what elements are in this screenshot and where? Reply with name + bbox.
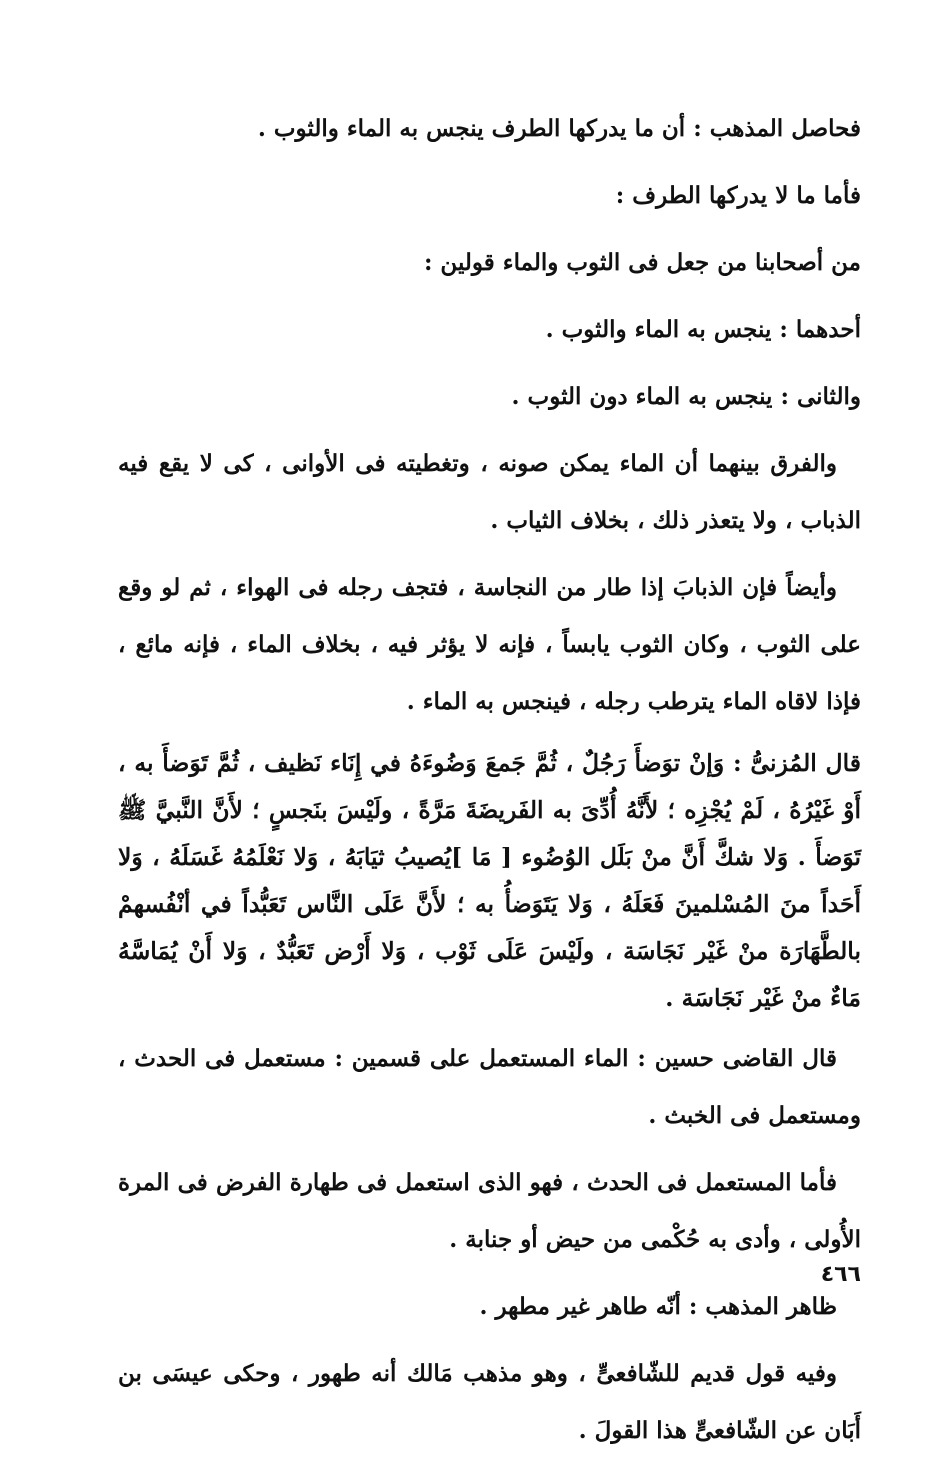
paragraph-text: فأما المستعمل فى الحدث ، فهو الذى استعمل فى طهارة الفرض فى المرة الأُولى ، وأدى به حُكْمى من حيض أو جنابة .: [118, 1169, 861, 1253]
paragraph-text: ينجس به الماء دون الثوب .: [511, 383, 773, 410]
paragraph-muzani-quote: [118, 740, 861, 1022]
paragraph-lead: قال المُزنىُّ :: [732, 749, 862, 777]
paragraph-text: فحاصل المذهب : أن ما يدركها الطرف ينجس به الماء والثوب .: [257, 115, 861, 142]
paragraph-second-opinion: [118, 368, 861, 425]
paragraph-used-water-hadath: [118, 1154, 861, 1268]
paragraph-difference: [118, 435, 861, 549]
paragraph-lead: والثانى :: [780, 383, 861, 410]
paragraph-apparent-madhhab: [118, 1278, 861, 1335]
paragraph-qadi-husayn: [118, 1030, 861, 1144]
paragraph-fly: [118, 559, 861, 730]
paragraph-text: وَإنْ توَضأَ رَجُلٌ ، ثُمَّ جَمعَ وَضُوءَهُ في إِنَاء نَظيف ، ثُمَّ تَوَضأَ به ، أَوْ غَيْرُهُ ، لَمْ يُجْزِه ؛ لأَنَّهُ أُدِّىَ به الفَريضَةَ مَرَّةً ، ولَيْسَ بنَجسٍ ؛ لأَنَّ النَّبيَّ ﷺ تَوَضأَ . وَلا شكَّ أَنَّ منْ بَلَل الوُضُوء [ مَا ]يُصيبُ ثيَابَهُ ، وَلا نَعْلَمُهُ غَسَلَهُ ، وَلا أَحَداً منَ المُسْلمينَ فَعَلَهُ ، وَلا يَتَوَضأُ به ؛ لأَنَّ عَلَى النَّاس تَعَبُّداً في أنْفُسهمْ بالطَّهَارَة منْ غَيْر نَجَاسَة ، ولَيْسَ عَلَى ثَوْب ، وَلا أَرْض تَعَبُّدٌ ، وَلا أَنْ يُمَاسَّهُ مَاءٌ منْ غَيْر نَجَاسَة .: [118, 749, 861, 1012]
paragraph-first-opinion: [118, 301, 861, 358]
paragraph-two-opinions: [118, 234, 861, 291]
paragraph-lead: أحدهما :: [779, 316, 861, 343]
paragraph-lead: قال القاضى حسين :: [637, 1045, 837, 1072]
paragraph-text: والفرق بينهما أن الماء يمكن صونه ، وتغطيته فى الأوانى ، كى لا يقع فيه الذباب ، ولا يتعذر ذلك ، بخلاف الثياب .: [118, 450, 861, 534]
paragraph-old-opinion: [118, 1345, 861, 1459]
paragraph-text: الماء المستعمل على قسمين : مستعمل فى الحدث ، ومستعمل فى الخبث .: [118, 1045, 861, 1129]
paragraph-unseen-case: [118, 167, 861, 224]
text-body: [118, 100, 861, 1469]
paragraph-madhhab-summary: [118, 100, 861, 157]
paragraph-text: ينجس به الماء والثوب .: [545, 316, 772, 343]
paragraph-text: فأما ما لا يدركها الطرف :: [615, 182, 861, 209]
paragraph-text: ظاهر المذهب : أنّه طاهر غير مطهر .: [479, 1293, 837, 1320]
page-number: ٤٦٦: [820, 1262, 861, 1287]
paragraph-text: وأيضاً فإن الذبابَ إذا طار من النجاسة ، فتجف رجله فى الهواء ، ثم لو وقع على الثوب ، وكان الثوب يابساً ، فإنه لا يؤثر فيه ، بخلاف الماء ، فإنه مائع ، فإذا لاقاه الماء يترطب رجله ، فينجس به الماء .: [118, 574, 861, 715]
paragraph-text: من أصحابنا من جعل فى الثوب والماء قولين :: [423, 249, 861, 276]
paragraph-text: وفيه قول قديم للشّافعىٍّ ، وهو مذهب مَالك أنه طهور ، وحكى عيسَى بن أَبَان عن الشّافعىٍّ هذا القولَ .: [118, 1360, 861, 1444]
